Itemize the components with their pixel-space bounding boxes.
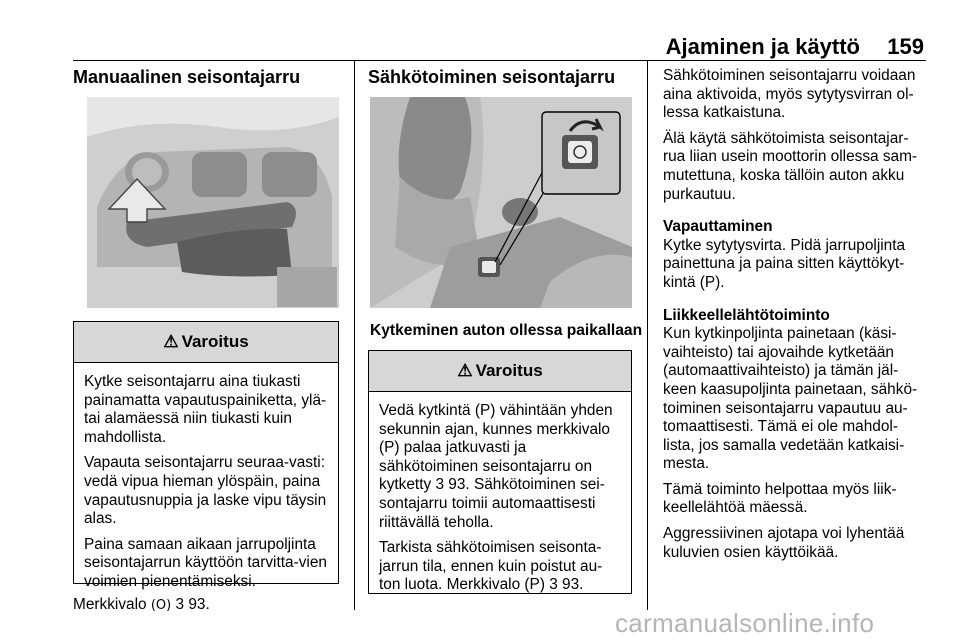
right-column-text (663, 67, 929, 569)
indicator-page-ref: 93. (188, 596, 210, 613)
manual-parking-brake-photo (87, 97, 339, 308)
warning-paragraph: Vapauta seisontajarru seuraa-vasti: vedä vipua hieman ylöspäin, paina vapautusnuppia ja laske vipu täysin alas. (84, 454, 327, 528)
body-paragraph: Sähkötoiminen seisontajarru voidaan aina aktivoida, myös sytytysvirran ol-lessa katkaistuna. (663, 67, 916, 122)
warning-header (369, 351, 631, 392)
page-ref-arrow-icon: 3 (175, 596, 185, 613)
warning-icon: ⚠ (457, 361, 473, 380)
body-paragraph: Aggressiivinen ajotapa voi lyhentää kuluvien osien käyttöikää. (663, 525, 905, 561)
column-divider-right (647, 60, 648, 610)
warning-title: Varoitus (181, 332, 249, 351)
indicator-reference (73, 596, 210, 616)
body-paragraph: Tämä toiminto helpottaa myös liik-keellelähtöä mäessä. (663, 480, 897, 517)
warning-body (74, 363, 338, 592)
manual-parking-brake-heading: Manuaalinen seisontajarru (73, 67, 301, 87)
warning-paragraph: Kytke seisontajarru aina tiukasti painamatta vapautuspainiketta, ylä- tai alamäessä niin tiukasti kuin mahdollista. (84, 373, 327, 446)
watermark: carmanualsonline.info (615, 608, 875, 638)
manual-brake-warning-box (73, 321, 339, 590)
header-rule (73, 60, 926, 61)
warning-title: Varoitus (475, 361, 543, 380)
electric-brake-warning-box (368, 350, 632, 594)
body-paragraph: Älä käytä sähkötoimista seisontajar-rua liian usein moottorin ollessa sam-mutettuna, koska tällöin auton akku purkautuu. (663, 129, 918, 203)
release-paragraph: Kytke sytytysvirta. Pidä jarrupoljinta painettuna ja paina sitten käyttökyt-kintä (P). (663, 236, 906, 291)
running-header-title: Ajaminen ja käyttö (665, 34, 860, 59)
brake-indicator-icon: (O) (150, 598, 172, 613)
indicator-label: Merkkivalo (73, 596, 147, 613)
page-number: 159 (887, 34, 924, 59)
column-divider-left (354, 60, 355, 610)
warning-paragraph: Vedä kytkintä (P) vähintään yhden sekunnin ajan, kunnes merkkivalo (P) palaa jatkuvasti ja sähkötoiminen seisontajarru on kytketty 3 93. Sähkötoiminen sei-sontajarru toimii automaattisesti riittävällä teholla. (379, 402, 613, 531)
warning-paragraph: Tarkista sähkötoimisen seisonta-jarrun tila, ennen kuin poistut au-ton luota. Merkkivalo (P) 3 93. (379, 539, 603, 594)
warning-icon: ⚠ (163, 332, 179, 351)
body-paragraph: Kun kytkinpoljinta painetaan (käsi-vaihteisto) tai ajovaihde kytketään (automaattivaihteisto) ja tämän jäl-keen kaasupoljinta painetaan, sähkö-toiminen seisontajarru vapautuu au-tomaattisesti. Tämä ei ole mahdol-lista, jos samalla vedetään katkaisi-mesta. (663, 325, 918, 473)
electric-parking-brake-photo (370, 97, 632, 308)
release-subheading: Vapauttaminen (663, 218, 773, 236)
electric-parking-brake-heading: Sähkötoiminen seisontajarru (368, 67, 616, 87)
drive-away-subheading: Liikkeellelähtötoiminto (663, 306, 830, 324)
warning-body (369, 392, 631, 595)
engage-when-stationary-subheading: Kytkeminen auton ollessa paikallaan (370, 322, 643, 339)
warning-header (74, 322, 338, 363)
warning-paragraph: Paina samaan aikaan jarrupoljinta seisontajarrun käyttöön tarvitta-vien voimien pienentämiseksi. (84, 535, 327, 590)
